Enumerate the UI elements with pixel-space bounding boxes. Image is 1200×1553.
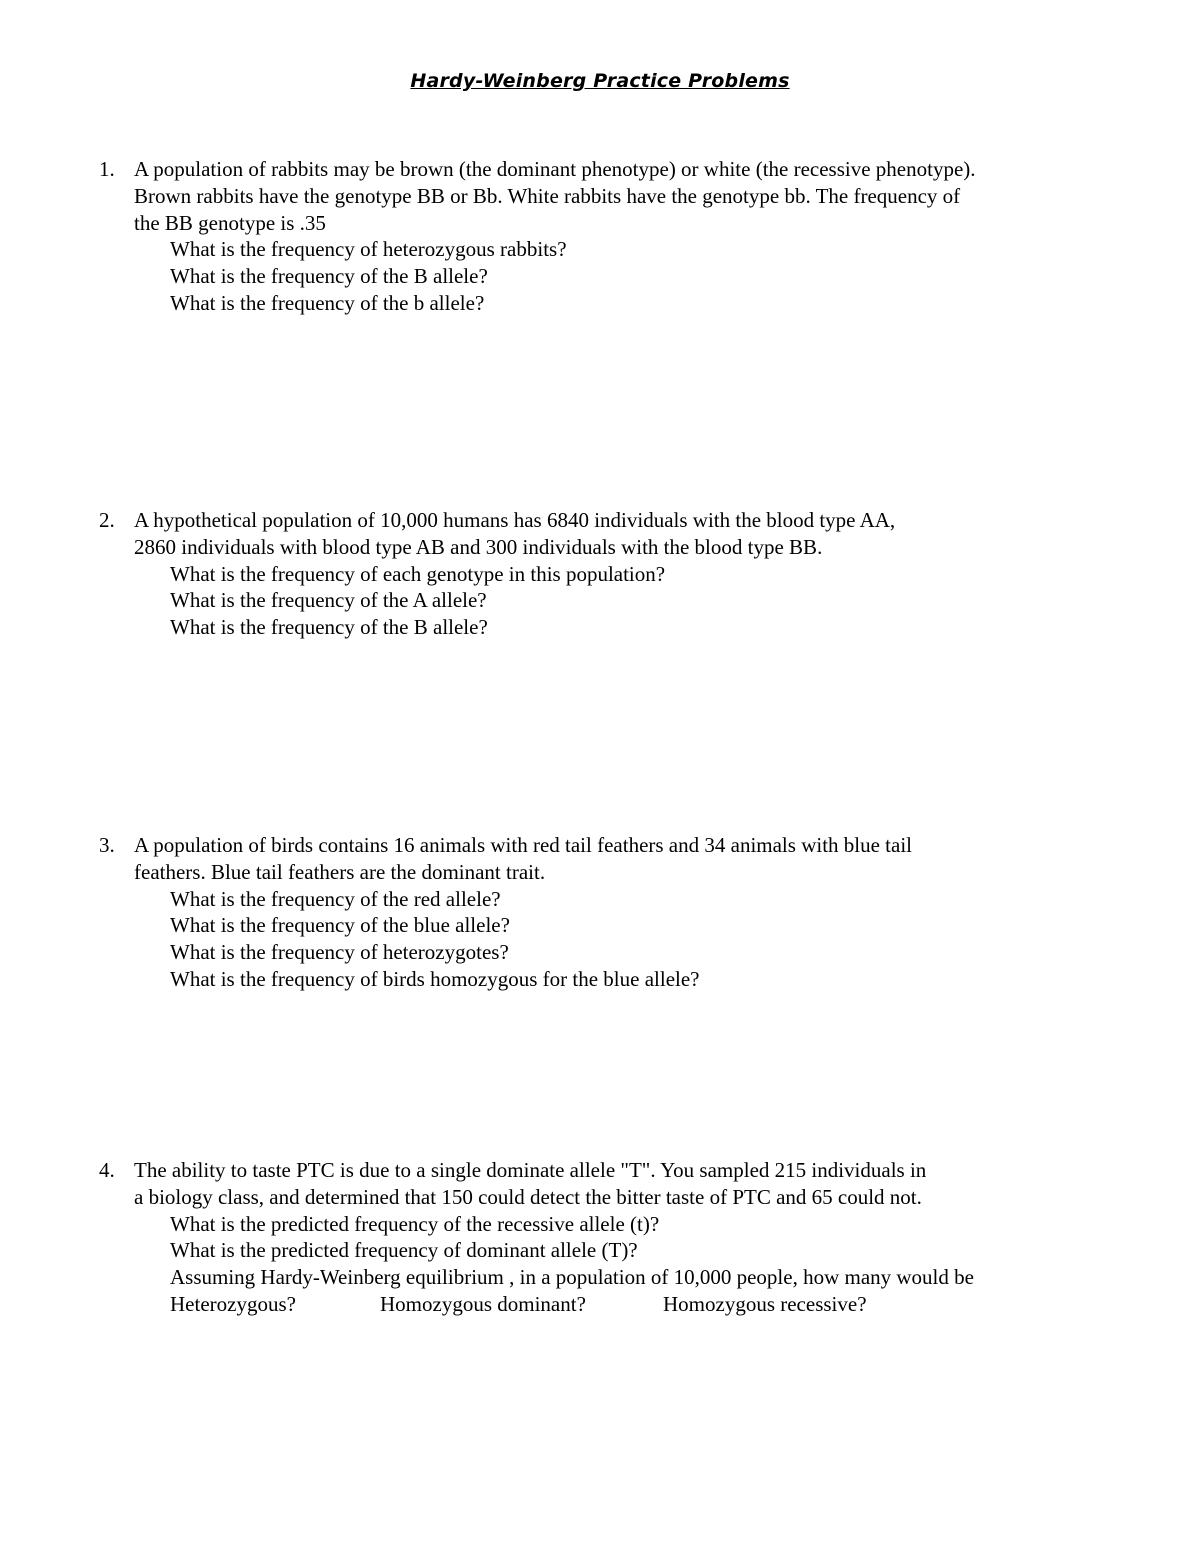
question-line: What is the predicted frequency of dominant allele (T)? [170,1238,638,1263]
page-title: Hardy-Weinberg Practice Problems [410,70,790,92]
problem-1 [0,156,1200,317]
problem-text-line: feathers. Blue tail feathers are the dominant trait. [134,859,546,884]
problem-text-line: The ability to taste PTC is due to a single dominate allele "T". You sampled 215 individuals in [134,1158,927,1182]
problem-number: 2. [99,508,115,532]
problem-text-line: 2860 individuals with blood type AB and 300 individuals with the blood type BB. [134,534,823,559]
question-line: What is the frequency of the B allele? [170,615,488,640]
problem-text-line: the BB genotype is .35 [134,210,326,235]
option-homozygous-recessive: Homozygous recessive? [663,1291,867,1316]
question-line: Assuming Hardy-Weinberg equilibrium , in a population of 10,000 people, how many would be [170,1265,974,1290]
problem-text-line: a biology class, and determined that 150 could detect the bitter taste of PTC and 65 could not. [134,1184,922,1209]
question-line: What is the frequency of heterozygous rabbits? [170,237,567,262]
problem-3 [0,832,1200,993]
question-line: What is the frequency of birds homozygous for the blue allele? [170,966,700,991]
problem-number: 3. [99,833,115,857]
question-line: What is the frequency of each genotype in this population? [170,561,666,586]
problem-text-line: A population of birds contains 16 animals with red tail feathers and 34 animals with blue tail [134,833,913,857]
problem-text-line: A hypothetical population of 10,000 humans has 6840 individuals with the blood type AA, [134,508,896,532]
problem-text-line: Brown rabbits have the genotype BB or Bb. White rabbits have the genotype bb. The frequency of [134,183,961,208]
answer-options-line [0,1291,1200,1318]
option-homozygous-dominant: Homozygous dominant? [380,1291,586,1316]
question-line: What is the frequency of the B allele? [170,264,488,289]
question-line: What is the frequency of the A allele? [170,588,487,613]
question-line: What is the frequency of the red allele? [170,886,501,911]
option-heterozygous: Heterozygous? [170,1291,296,1316]
question-line: What is the frequency of the blue allele? [170,913,510,938]
question-line: What is the frequency of heterozygotes? [170,940,509,965]
problem-4 [0,1157,1200,1318]
problem-number: 4. [99,1158,115,1182]
question-line: What is the predicted frequency of the recessive allele (t)? [170,1211,660,1236]
problem-text-line: A population of rabbits may be brown (the dominant phenotype) or white (the recessive phenotype). [134,157,976,181]
question-line: What is the frequency of the b allele? [170,290,485,315]
problem-2 [0,507,1200,641]
problem-number: 1. [99,157,115,181]
